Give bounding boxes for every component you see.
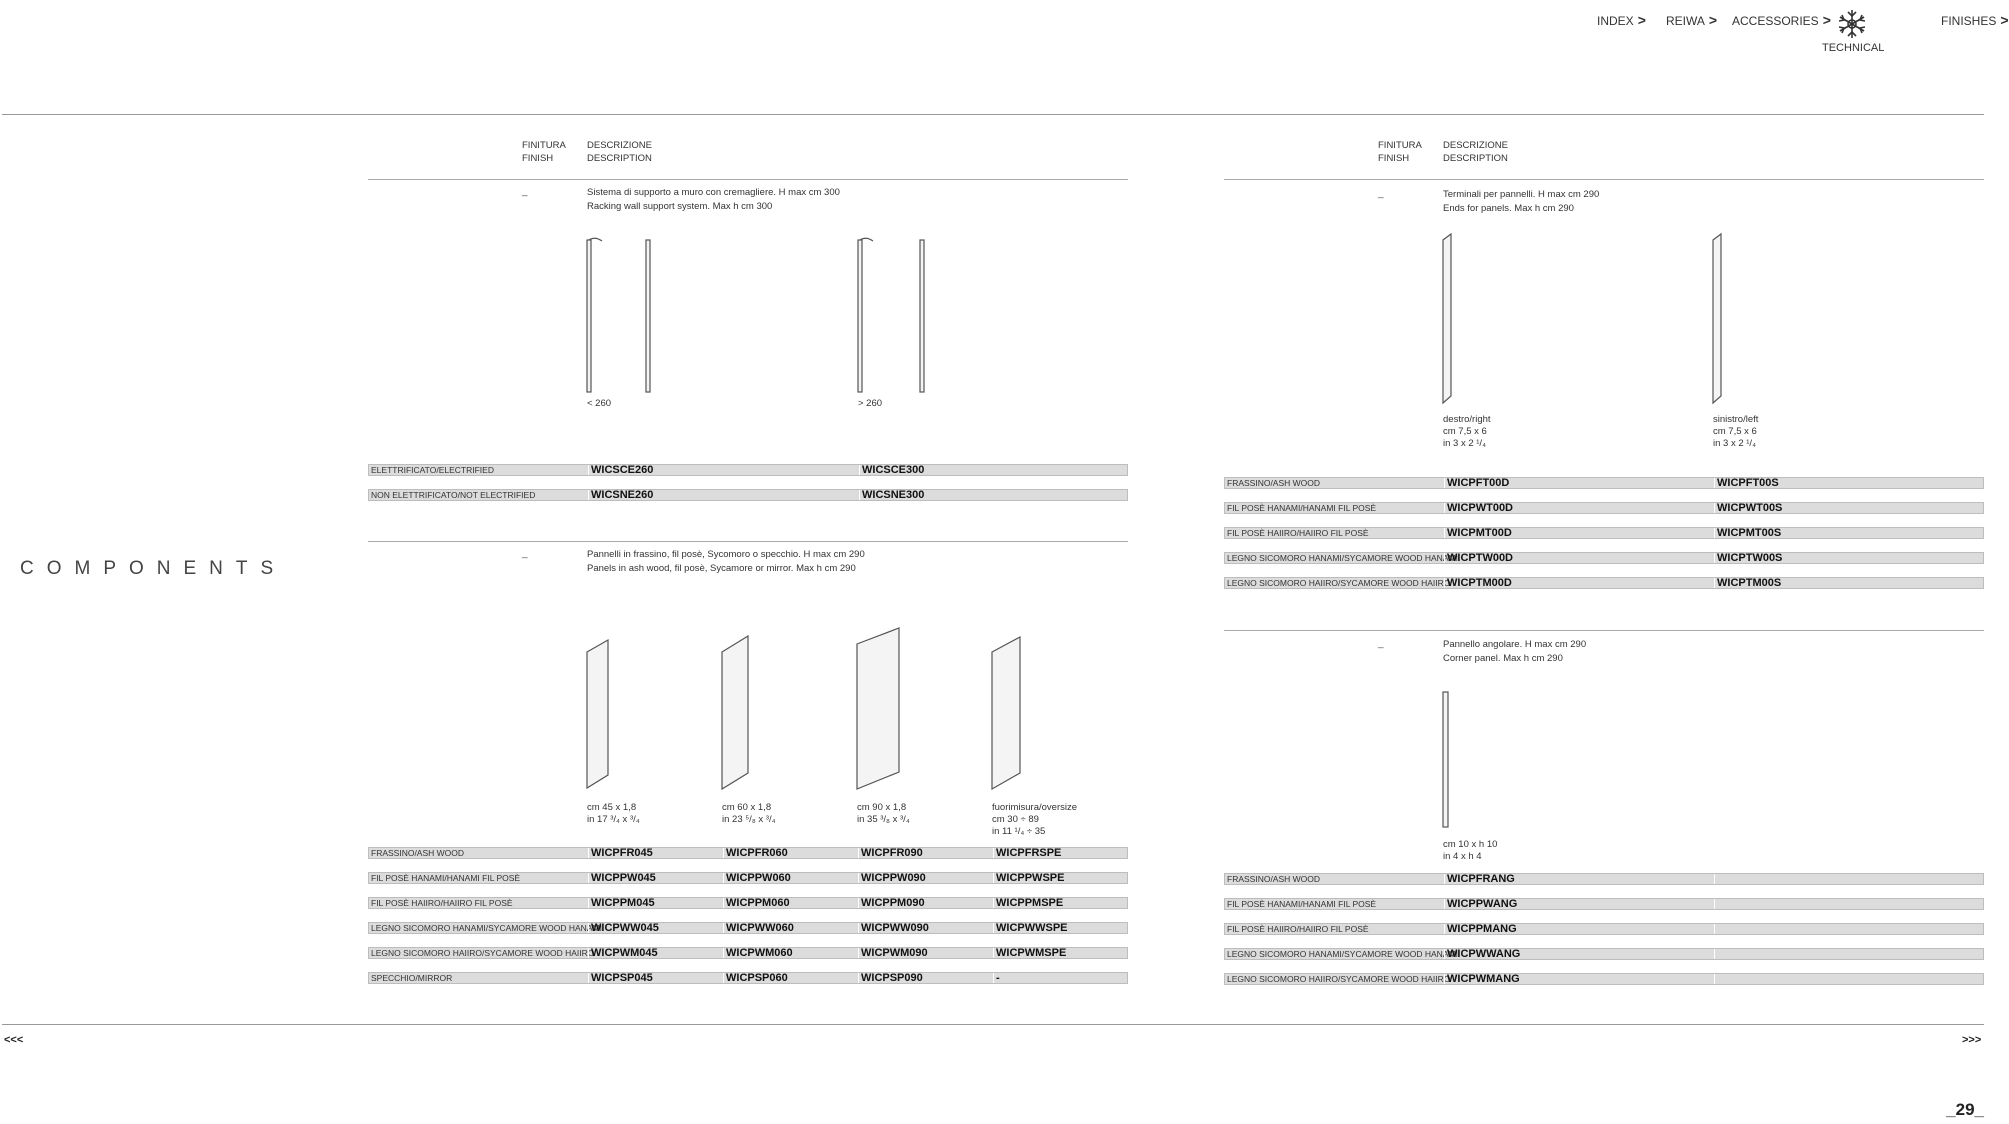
finish-dash: _ (522, 186, 528, 197)
product-code: WICPTW00S (1714, 553, 1983, 563)
caption-line: cm 10 x h 10 (1443, 839, 1498, 850)
section-title: COMPONENTS (20, 558, 287, 579)
nav-technical-label: TECHNICAL (1822, 42, 1885, 54)
description-header-it: DESCRIZIONE (587, 140, 652, 151)
product-code: WICPWW060 (723, 923, 858, 933)
finish-label: LEGNO SICOMORO HAIIRO/SYCAMORE WOOD HAIIRO (1227, 974, 1451, 984)
caption-line: in 3 x 2 ¹/₄ (1713, 438, 1756, 449)
table-row (1224, 873, 1984, 885)
top-navigation (1540, 8, 2009, 54)
caption-line: in 17 ³/₄ x ³/₄ (587, 814, 640, 825)
nav-index-link[interactable] (1597, 12, 1646, 28)
caption-line: cm 7,5 x 6 (1713, 426, 1757, 437)
description-header-en: DESCRIPTION (1443, 153, 1508, 164)
table-row (1224, 552, 1984, 564)
table-row (1224, 898, 1984, 910)
finish-label: FRASSINO/ASH WOOD (371, 848, 465, 858)
product-code: WICPFRANG (1444, 874, 1714, 884)
product-code: WICPWW090 (858, 923, 993, 933)
technical-snowflake-icon (1835, 8, 1869, 40)
corner-caption (1443, 839, 1497, 863)
product-code-empty (1714, 924, 1983, 934)
product-code: WICPWMANG (1444, 974, 1714, 984)
finish-label: ELETTRIFICATO/ELECTRIFIED (371, 465, 494, 475)
product-code: WICPFT00S (1714, 478, 1983, 488)
racking-description (587, 186, 840, 214)
product-code: WICPFT00D (1444, 478, 1714, 488)
finish-label: FRASSINO/ASH WOOD (1227, 874, 1321, 884)
panel-90-drawing (857, 628, 899, 789)
product-code: WICPMT00D (1444, 528, 1714, 538)
table-row (1224, 477, 1984, 489)
product-code: WICPPMANG (1444, 924, 1714, 934)
finish-label: FIL POSÈ HAIIRO/HAIIRO FIL POSÈ (1227, 924, 1369, 934)
product-code: WICPPW060 (723, 873, 858, 883)
description-column-header-right (1443, 139, 1508, 165)
table-row (368, 947, 1128, 959)
corner-desc-en: Corner panel. Max h cm 290 (1443, 653, 1563, 664)
product-code: WICPWM060 (723, 948, 858, 958)
product-code-empty (1714, 974, 1983, 984)
product-code: WICPPWANG (1444, 899, 1714, 909)
finish-label: FRASSINO/ASH WOOD (1227, 478, 1321, 488)
panels-desc-en: Panels in ash wood, fil posè, Sycamore or mirror. Max h cm 290 (587, 563, 856, 574)
finish-dash: _ (1378, 188, 1384, 199)
panels-code-table (368, 847, 1128, 997)
caption-line: sinistro/left (1713, 414, 1759, 425)
finish-label: FIL POSÈ HANAMI/HANAMI FIL POSÈ (1227, 899, 1377, 909)
caption-line: fuorimisura/oversize (992, 802, 1077, 813)
racking-upright-short-drawing (587, 238, 650, 392)
finish-dash: _ (1378, 638, 1384, 649)
product-code: WICPPWSPE (993, 873, 1127, 883)
nav-accessories-link[interactable] (1732, 12, 1831, 28)
finish-label: LEGNO SICOMORO HANAMI/SYCAMORE WOOD HANAMI (1227, 553, 1458, 563)
caption-line: in 23 ⁵/₈ x ³/₄ (722, 814, 776, 825)
nav-finishes-link[interactable] (1941, 12, 2009, 28)
top-rule (2, 114, 1984, 115)
nav-index-label: INDEX (1597, 14, 1634, 28)
ends-desc-it: Terminali per pannelli. H max cm 290 (1443, 189, 1600, 200)
finish-dash: _ (522, 548, 528, 559)
product-code: WICPMT00S (1714, 528, 1983, 538)
product-code: WICPPW090 (858, 873, 993, 883)
finish-label: FIL POSÈ HAIIRO/HAIIRO FIL POSÈ (371, 898, 513, 908)
product-code: WICPSP060 (723, 973, 858, 983)
table-row (368, 922, 1128, 934)
panel-60-drawing (722, 636, 748, 789)
panels-description (587, 548, 865, 576)
finish-column-header (522, 139, 566, 165)
panel-caption-60 (722, 802, 775, 826)
header-divider (368, 179, 1128, 180)
product-code: WICSCE260 (588, 465, 859, 475)
finish-header-it: FINITURA (522, 140, 566, 151)
product-code: WICPPM090 (858, 898, 993, 908)
table-row (1224, 923, 1984, 935)
nav-reiwa-link[interactable] (1666, 12, 1717, 28)
finish-header-en: FINISH (522, 153, 554, 164)
corner-panel-drawing (1443, 692, 1448, 827)
product-code: WICPWWANG (1444, 949, 1714, 959)
product-code: WICPWWSPE (993, 923, 1127, 933)
caption-line: in 11 ¹/₄ ÷ 35 (992, 826, 1046, 837)
chevron-right-icon: > (1822, 12, 1831, 28)
caption-line: cm 90 x 1,8 (857, 802, 907, 813)
product-code: - (993, 973, 1127, 983)
product-code: WICPFR045 (588, 848, 723, 858)
caption-line: cm 60 x 1,8 (722, 802, 772, 813)
panel-caption-oversize (992, 802, 1077, 838)
product-code: WICPWM090 (858, 948, 993, 958)
product-code: WICPFRSPE (993, 848, 1127, 858)
product-code-empty (1714, 899, 1983, 909)
description-column-header (587, 139, 652, 165)
product-code-empty (1714, 949, 1983, 959)
table-row (1224, 973, 1984, 985)
product-code: WICPSP045 (588, 973, 723, 983)
end-right-drawing (1443, 234, 1451, 403)
table-row (368, 847, 1128, 859)
header-divider-right (1224, 179, 1984, 180)
product-code: WICPWT00S (1714, 503, 1983, 513)
table-row (368, 972, 1128, 984)
nav-finishes-label: FINISHES (1941, 14, 1997, 28)
chevron-right-icon: > (1708, 12, 1718, 28)
ends-caption-left (1713, 414, 1758, 450)
caption-line: destro/right (1443, 414, 1491, 425)
caption-line: cm 45 x 1,8 (587, 802, 637, 813)
finish-column-header-right (1378, 139, 1422, 165)
racking-desc-en: Racking wall support system. Max h cm 300 (587, 201, 773, 212)
corner-desc-it: Pannello angolare. H max cm 290 (1443, 639, 1587, 650)
finish-label: FIL POSÈ HANAMI/HANAMI FIL POSÈ (371, 873, 521, 883)
panels-desc-it: Pannelli in frassino, fil posè, Sycomoro o specchio. H max cm 290 (587, 549, 865, 560)
next-page-button[interactable]: >>> (1962, 1034, 1982, 1046)
finish-label: SPECCHIO/MIRROR (371, 973, 453, 983)
caption-line: cm 30 ÷ 89 (992, 814, 1039, 825)
product-code: WICPFR060 (723, 848, 858, 858)
page-number: _29_ (1946, 1100, 1984, 1119)
table-row (368, 872, 1128, 884)
finish-label: LEGNO SICOMORO HANAMI/SYCAMORE WOOD HANAMI (371, 923, 602, 933)
product-code: WICPTM00D (1444, 578, 1714, 588)
corner-description (1443, 638, 1586, 666)
caption-line: in 3 x 2 ¹/₄ (1443, 438, 1486, 449)
product-code: WICPWM045 (588, 948, 723, 958)
description-header-en: DESCRIPTION (587, 153, 652, 164)
product-code: WICPWT00D (1444, 503, 1714, 513)
ends-code-table (1224, 477, 1984, 602)
caption-line: cm 7,5 x 6 (1443, 426, 1487, 437)
racking-code-table (368, 464, 1128, 514)
product-code: WICSCE300 (859, 465, 1127, 475)
racking-upright-long-drawing (858, 238, 924, 392)
product-code: WICPSP090 (858, 973, 993, 983)
panel-45-drawing (587, 640, 608, 788)
product-code: WICPPM060 (723, 898, 858, 908)
section-divider (1224, 630, 1984, 631)
finish-label: LEGNO SICOMORO HANAMI/SYCAMORE WOOD HANAMI (1227, 949, 1458, 959)
caption-line: in 35 ³/₈ x ³/₄ (857, 814, 910, 825)
finish-label: LEGNO SICOMORO HAIIRO/SYCAMORE WOOD HAIIRO (371, 948, 595, 958)
product-code: WICPWMSPE (993, 948, 1127, 958)
panel-caption-45 (587, 802, 640, 826)
finish-label: NON ELETTRIFICATO/NOT ELECTRIFIED (371, 490, 536, 500)
table-row (1224, 527, 1984, 539)
section-divider (368, 541, 1128, 542)
nav-accessories-label: ACCESSORIES (1732, 14, 1819, 28)
product-code: WICSNE260 (588, 490, 859, 500)
finish-label: FIL POSÈ HANAMI/HANAMI FIL POSÈ (1227, 503, 1377, 513)
table-row (1224, 502, 1984, 514)
product-code: WICPPMSPE (993, 898, 1127, 908)
ends-description (1443, 188, 1599, 216)
product-code: WICSNE300 (859, 490, 1127, 500)
corner-code-table (1224, 873, 1984, 998)
product-code: WICPFR090 (858, 848, 993, 858)
product-code-empty (1714, 874, 1983, 884)
product-code: WICPPM045 (588, 898, 723, 908)
bottom-rule (2, 1024, 1984, 1025)
product-code: WICPPW045 (588, 873, 723, 883)
end-left-drawing (1713, 234, 1721, 403)
table-row (1224, 948, 1984, 960)
caption-line: in 4 x h 4 (1443, 851, 1482, 862)
nav-technical-link[interactable] (1822, 8, 1885, 54)
panel-oversize-drawing (992, 637, 1020, 789)
finish-label: LEGNO SICOMORO HAIIRO/SYCAMORE WOOD HAIIRO (1227, 578, 1451, 588)
table-row (368, 897, 1128, 909)
panel-caption-90 (857, 802, 910, 826)
table-row (368, 464, 1128, 476)
table-row (368, 489, 1128, 501)
previous-page-button[interactable]: <<< (4, 1034, 24, 1046)
ends-desc-en: Ends for panels. Max h cm 290 (1443, 203, 1574, 214)
nav-reiwa-label: REIWA (1666, 14, 1705, 28)
product-code: WICPTM00S (1714, 578, 1983, 588)
finish-header-it: FINITURA (1378, 140, 1422, 151)
ends-caption-right (1443, 414, 1491, 450)
finish-label: FIL POSÈ HAIIRO/HAIIRO FIL POSÈ (1227, 528, 1369, 538)
racking-caption-short: < 260 (587, 398, 612, 409)
chevron-right-icon: > (1637, 12, 1646, 28)
finish-header-en: FINISH (1378, 153, 1410, 164)
table-row (1224, 577, 1984, 589)
description-header-it: DESCRIZIONE (1443, 140, 1508, 151)
product-code: WICPTW00D (1444, 553, 1714, 563)
product-code: WICPWW045 (588, 923, 723, 933)
racking-caption-long: > 260 (858, 398, 883, 409)
racking-desc-it: Sistema di supporto a muro con cremagliere. H max cm 300 (587, 187, 840, 198)
chevron-right-icon: > (2000, 12, 2009, 28)
